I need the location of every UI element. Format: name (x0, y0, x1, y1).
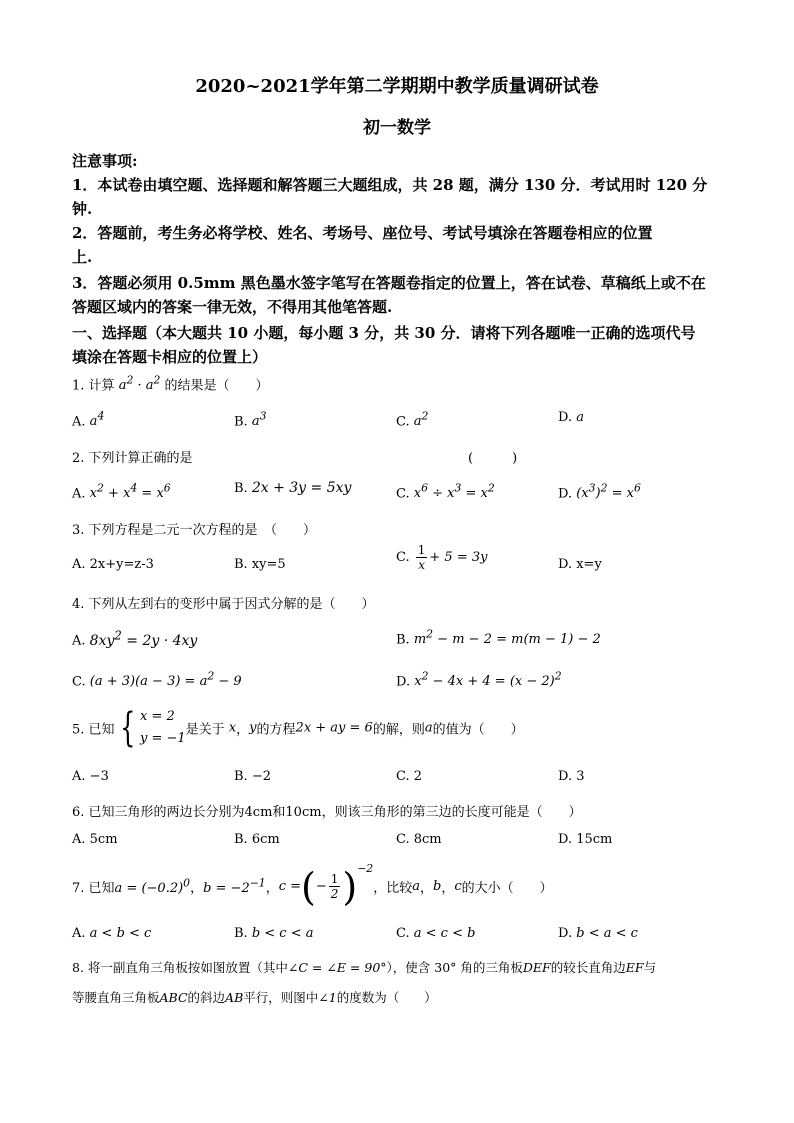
q1-stem-a: 1. 计算 (72, 378, 115, 394)
q6-option-b[interactable]: B. 6cm (234, 832, 280, 847)
q5-option-a-value: −3 (89, 769, 109, 784)
question-1-stem (72, 374, 269, 393)
q8-line2-d: 的度数为（ ） (336, 990, 437, 1005)
q1-option-b-label: B. (234, 414, 248, 430)
q5-option-b[interactable] (234, 769, 271, 784)
q1-option-b[interactable]: B. $a^3$ (234, 410, 267, 430)
q8-line1-d: 与 (643, 960, 657, 975)
q2-option-a-label: A. (72, 486, 86, 502)
q5-option-a[interactable] (72, 769, 109, 784)
q5-option-b-value: −2 (251, 769, 271, 784)
q8-line1-b: ），使含 30° 角的三角板 (386, 960, 523, 975)
q2-option-b-label: B. (234, 481, 248, 496)
q5-stem-a: 5. 已知 (72, 722, 115, 738)
q3-option-b[interactable]: B. xy=5 (234, 557, 286, 572)
q5-stem-f: 的值为（ ） (432, 722, 524, 738)
q1-option-c-label: C. (396, 414, 410, 430)
q7-option-a-label: A. (72, 926, 86, 941)
q5-option-b-label: B. (234, 769, 248, 784)
exam-title: 2020~2021学年第二学期期中教学质量调研试卷 (195, 76, 599, 97)
q6-option-c[interactable]: C. 8cm (396, 832, 442, 847)
note-2-line-2: 上. (72, 248, 93, 266)
q1-option-a-label: A. (72, 414, 86, 430)
note-1-line-1: 1．本试卷由填空题、选择题和解答题三大题组成，共 28 题，满分 130 分．考试用时 120 分 (72, 176, 708, 194)
q7-stem-a: 7. 已知 (72, 881, 115, 896)
note-3-line-2: 答题区域内的答案一律无效，不得用其他笔答题. (72, 298, 393, 316)
q4-option-c[interactable]: C. $(a + 3)(a - 3) = a^2 - 9$ (72, 670, 242, 690)
q1-expression: $a^2 \cdot a^2$ (118, 374, 161, 394)
exam-subtitle: 初一数学 (363, 118, 431, 138)
q8-line2-a: 等腰直角三角板 (72, 990, 160, 1005)
q7-option-b-label: B. (234, 926, 248, 941)
q2-option-b[interactable]: B. 2x + 3y = 5xy (234, 480, 352, 496)
question-4-stem: 4. 下列从左到右的变形中属于因式分解的是（ ） (72, 597, 375, 612)
q7-option-d[interactable]: D. b < a < c (558, 926, 638, 941)
q5-stem-d: 的方程 (256, 722, 296, 738)
q2-option-d-label: D. (558, 486, 573, 502)
q3-option-c[interactable]: C. $\frac{1}{x}$ + 5 = 3y (396, 543, 488, 572)
q4-option-c-label: C. (72, 674, 86, 690)
q8-line1-a: 8. 将一副直角三角板按如图放置（其中 (72, 960, 288, 975)
q3-option-a[interactable]: A. 2x+y=z-3 (72, 557, 154, 572)
q5-brace: { (119, 705, 135, 751)
q7-stem-d: ，比较 (373, 881, 413, 896)
q7-stem-b: ， (190, 881, 204, 896)
q7-stem-e: 的大小（ ） (461, 881, 553, 896)
q3-option-d[interactable]: D. x=y (558, 557, 602, 572)
question-7-stem: 7. 已知$a = (-0.2)^0$，$b = -2^{-1}$，c =(− $\frac{1}{2}$ )$^{-2}$，比较a，b，c的大小（ ） (72, 862, 553, 909)
question-3-stem: 3. 下列方程是二元一次方程的是 （ ） (72, 523, 317, 538)
question-6-stem: 6. 已知三角形的两边长分别为4cm和10cm，则该三角形的第三边的长度可能是（ ） (72, 805, 582, 820)
q4-option-d[interactable]: D. $x^2 - 4x + 4 = (x - 2)^2$ (396, 670, 562, 690)
q5-stem-c: ， (236, 722, 250, 738)
q8-line1-c: 的较长直角边 (550, 960, 626, 975)
question-2-stem: 2. 下列计算正确的是 (72, 451, 193, 466)
q2-option-c[interactable]: C. $x^6 \div x^3 = x^2$ (396, 482, 495, 502)
q4-option-b-label: B. (396, 632, 410, 648)
q4-option-a[interactable]: A. $8xy^2 = 2y \cdot 4xy$ (72, 628, 198, 649)
q1-option-a[interactable]: A. $a^4$ (72, 410, 105, 430)
q7-option-d-label: D. (558, 926, 573, 941)
q4-option-b[interactable]: B. $m^2 - m - 2 = m(m - 1) - 2$ (396, 628, 601, 648)
q4-option-d-label: D. (396, 674, 411, 690)
q5-stem-e: 的解，则 (372, 722, 425, 738)
note-3-line-1: 3．答题必须用 0.5mm 黑色墨水签字笔写在答题卷指定的位置上，答在试卷、草稿纸上或不在 (72, 274, 706, 292)
section-1-line-1: 一、选择题（本大题共 10 小题，每小题 3 分，共 30 分．请将下列各题唯一正确的选项代号 (72, 324, 696, 342)
question-8-line-1: 8. 将一副直角三角板按如图放置（其中∠C = ∠E = 90°），使含 30° 角的三角板DEF的较长直角边EF与 (72, 960, 657, 975)
notes-heading: 注意事项: (72, 152, 138, 170)
q5-option-a-label: A. (72, 769, 86, 784)
q8-line2-b: 的斜边 (187, 990, 226, 1005)
question-5-stem: 5. 已知 { x = 2 y = −1是关于 x，y的方程2x + ay = 6的解，则a的值为（ ） (72, 705, 524, 751)
q1-option-d[interactable]: D. a (558, 410, 584, 425)
q1-option-d-label: D. (558, 410, 573, 425)
question-8-line-2: 等腰直角三角板ABC的斜边AB平行，则图中∠1的度数为（ ） (72, 990, 437, 1005)
section-1-line-2: 填涂在答题卡相应的位置上） (72, 348, 268, 366)
note-2-line-1: 2．答题前，考生务必将学校、姓名、考场号、座位号、考试号填涂在答题卷相应的位置 (72, 224, 653, 242)
q7-option-c[interactable]: C. a < c < b (396, 926, 476, 941)
q1-stem-b: 的结果是（ ） (164, 378, 269, 394)
q8-line2-c: 平行，则图中 (243, 990, 319, 1005)
q1-option-c[interactable]: C. $a^2$ (396, 410, 429, 430)
q7-option-a[interactable]: A. a < b < c (72, 926, 152, 941)
q5-stem-b: 是关于 (185, 722, 225, 738)
q3-option-c-label: C. (396, 550, 410, 565)
q6-option-d[interactable]: D. 15cm (558, 832, 613, 847)
q5-system: x = 2 y = −1 (140, 709, 186, 746)
q2-option-a[interactable]: A. $x^2 + x^4 = x^6$ (72, 482, 171, 502)
q6-option-a[interactable]: A. 5cm (72, 832, 118, 847)
q2-option-d[interactable]: D. $(x^3)^2 = x^6$ (558, 482, 641, 502)
q2-answer-paren: ( ) (468, 451, 518, 466)
q4-option-a-label: A. (72, 633, 86, 649)
q5-option-c[interactable]: C. 2 (396, 769, 423, 784)
q7-option-c-label: C. (396, 926, 410, 941)
q7-option-b[interactable]: B. b < c < a (234, 926, 314, 941)
q7-stem-c: ， (265, 881, 279, 896)
q2-option-c-label: C. (396, 486, 410, 502)
note-1-line-2: 钟. (72, 200, 93, 218)
q5-option-d[interactable]: D. 3 (558, 769, 585, 784)
